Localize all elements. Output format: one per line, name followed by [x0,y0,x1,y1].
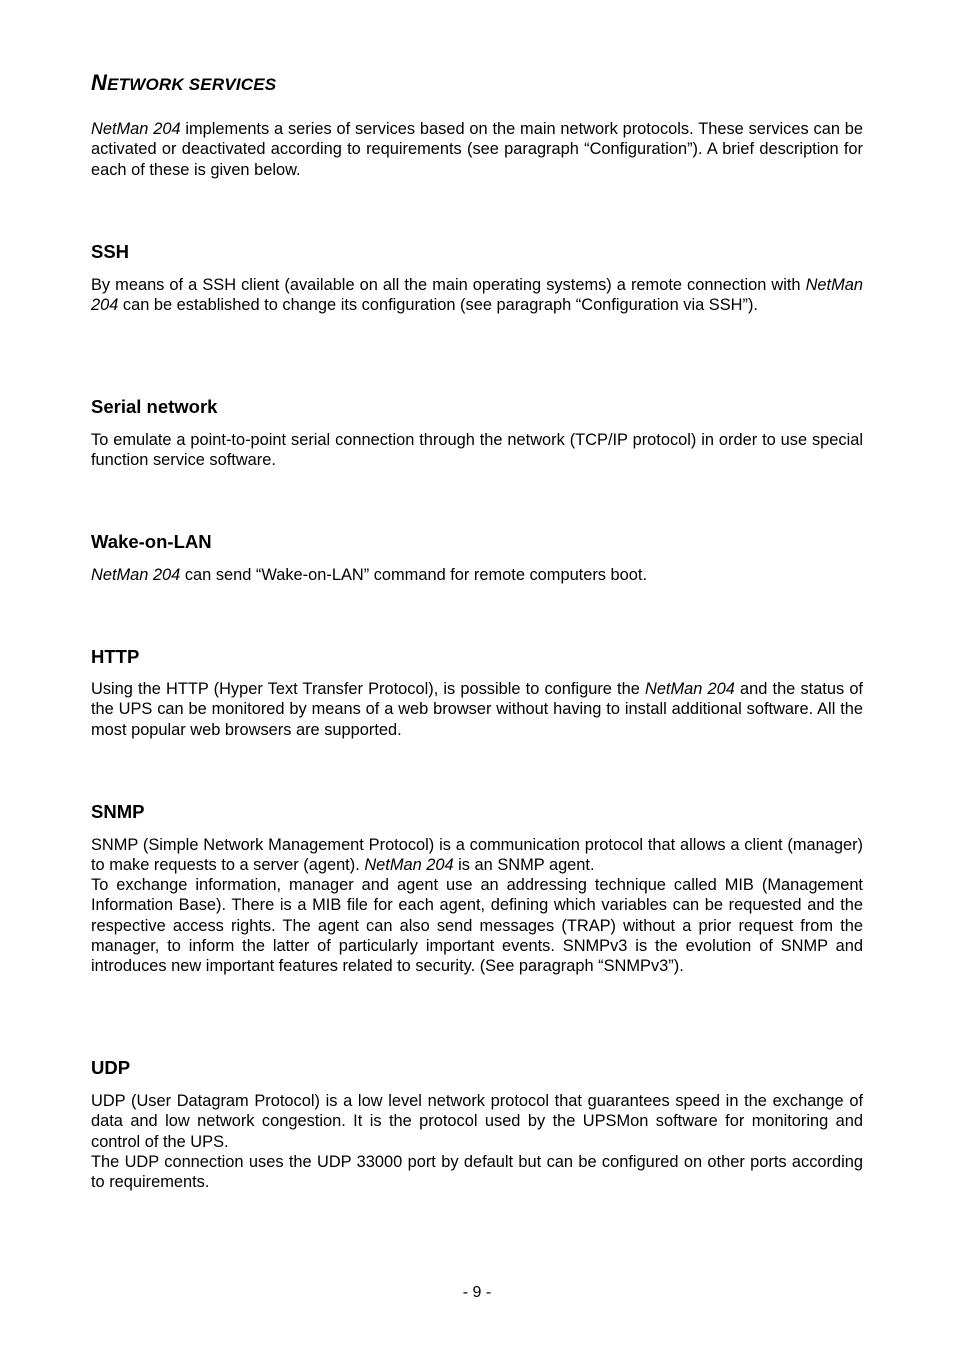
page-number: - 9 - [462,1284,492,1301]
section-heading-udp: UDP [91,1057,131,1078]
title-first-letter: N [91,70,108,95]
product-name: NetMan 204 [91,566,181,584]
serial-paragraph: To emulate a point-to-point serial connection through the network (TCP/IP protocol) in order to use special function service software. [91,431,863,470]
snmp-paragraph-2: To exchange information, manager and agent use an addressing technique called MIB (Management Information Base). There is a MIB file for each agent, defining which variables can be requested and the respective access rights. The agent can also send messages (TRAP) without a prior request from the manager, to inform the latter of particularly important events. SNMPv3 is the evolution of SNMP and introduces new important features related to security. (See paragraph “SNMPv3”). [91,876,863,976]
section-heading-snmp: SNMP [91,801,145,822]
product-name: NetMan 204 [644,680,735,698]
intro-paragraph [91,119,863,180]
http-text-b: and the status of the UPS can be monitored by means of a web browser without having to install additional software. All the most popular web browsers are supported. [91,680,863,739]
section-heading-wake-on-lan: Wake-on-LAN [91,531,212,552]
product-name: NetMan 204 [364,856,454,875]
udp-paragraph-2: The UDP connection uses the UDP 33000 port by default but can be configured on other ports according to requirements. [91,1153,863,1192]
title-rest: ETWORK SERVICES [107,75,277,94]
udp-paragraph-1: UDP (User Datagram Protocol) is a low level network protocol that guarantees speed in the exchange of data and low network congestion. It is the protocol used by the UPSMon software for monitoring and control of the UPS. [91,1092,863,1151]
wol-text: can send “Wake-on-LAN” command for remote computers boot. [180,566,648,584]
ssh-text-a: By means of a SSH client (available on all the main operating systems) a remote connection with [91,276,806,294]
document-page [91,0,863,1350]
intro-text: implements a series of services based on the main network protocols. These services can be activated or deactivated according to requirements (see paragraph “Configuration”). A brief description for each of these is given below. [91,120,863,179]
section-heading-http: HTTP [91,646,140,667]
snmp-text-a: SNMP (Simple Network Management Protocol) is a communication protocol that allows a client (manager) to make requests to a server (agent). [91,836,863,875]
snmp-paragraph-1 [91,835,863,876]
http-text-a: Using the HTTP (Hyper Text Transfer Protocol), is possible to configure the [91,680,645,698]
product-name: NetMan 204 [91,120,181,138]
product-name: NetMan 204 [91,276,863,315]
http-paragraph [91,679,863,740]
wol-paragraph [91,565,863,585]
section-heading-ssh: SSH [91,241,130,262]
ssh-text-b: can be established to change its configuration (see paragraph “Configuration via SSH”). [118,296,758,315]
page-title [91,70,276,96]
section-heading-serial-network: Serial network [91,396,218,417]
ssh-paragraph [91,275,863,316]
snmp-text-b: is an SNMP agent. [453,856,595,875]
